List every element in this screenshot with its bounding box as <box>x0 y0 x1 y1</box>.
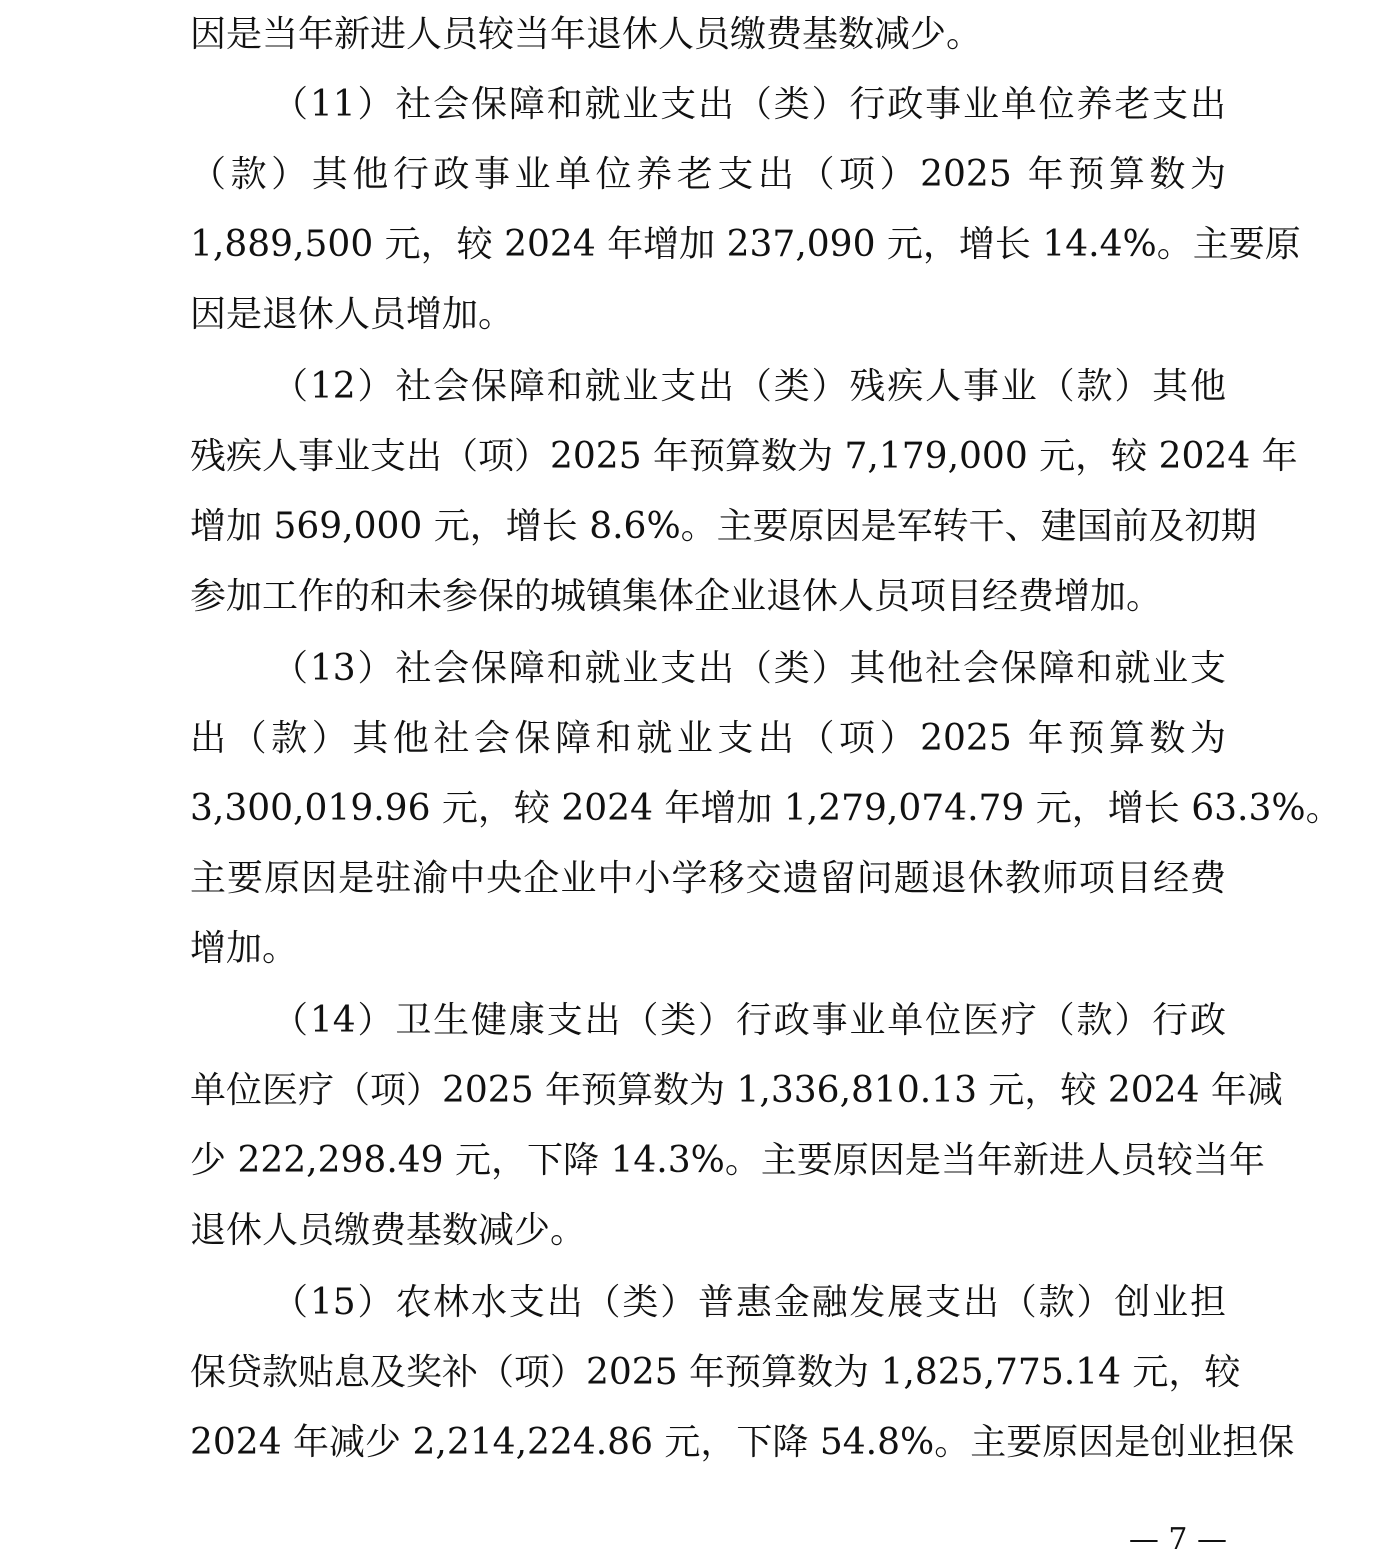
paragraph-15-line: 2024 年减少 2,214,224.86 元，下降 54.8%。主要原因是创业担保 <box>190 1422 1295 1463</box>
paragraph-14-line: （14）卫生健康支出（类）行政事业单位医疗（款）行政 <box>272 1000 1226 1041</box>
paragraph-12-line: 增加 569,000 元，增长 8.6%。主要原因是军转干、建国前及初期 <box>190 506 1257 547</box>
paragraph-11-line: 1,889,500 元，较 2024 年增加 237,090 元，增长 14.4%。主要原 <box>190 224 1301 265</box>
page-number: — 7 — <box>1128 1522 1227 1557</box>
paragraph-11-line: （款）其他行政事业单位养老支出（项）2025 年预算数为 <box>190 154 1226 195</box>
paragraph-12-line: 残疾人事业支出（项）2025 年预算数为 7,179,000 元，较 2024 年 <box>190 436 1298 477</box>
paragraph-13-line: 出（款）其他社会保障和就业支出（项）2025 年预算数为 <box>190 718 1226 759</box>
paragraph-14-line: 少 222,298.49 元，下降 14.3%。主要原因是当年新进人员较当年 <box>190 1140 1265 1181</box>
text-line: 因是当年新进人员较当年退休人员缴费基数减少。 <box>190 14 983 55</box>
paragraph-12-line: 参加工作的和未参保的城镇集体企业退休人员项目经费增加。 <box>190 576 1163 617</box>
paragraph-15-line: 保贷款贴息及奖补（项）2025 年预算数为 1,825,775.14 元，较 <box>190 1352 1241 1393</box>
paragraph-13-line: （13）社会保障和就业支出（类）其他社会保障和就业支 <box>272 648 1226 689</box>
paragraph-14-line: 单位医疗（项）2025 年预算数为 1,336,810.13 元，较 2024 年减 <box>190 1070 1283 1111</box>
paragraph-11-line: （11）社会保障和就业支出（类）行政事业单位养老支出 <box>272 84 1226 125</box>
paragraph-13-line: 主要原因是驻渝中央企业中小学移交遗留问题退休教师项目经费 <box>190 858 1226 899</box>
paragraph-12-line: （12）社会保障和就业支出（类）残疾人事业（款）其他 <box>272 366 1226 407</box>
paragraph-14-line: 退休人员缴费基数减少。 <box>190 1210 587 1251</box>
paragraph-15-line: （15）农林水支出（类）普惠金融发展支出（款）创业担 <box>272 1282 1226 1323</box>
paragraph-13-line: 3,300,019.96 元，较 2024 年增加 1,279,074.79 元，增长 63.3%。 <box>190 788 1342 829</box>
paragraph-11-line: 因是退休人员增加。 <box>190 294 515 335</box>
paragraph-13-line: 增加。 <box>190 928 299 969</box>
